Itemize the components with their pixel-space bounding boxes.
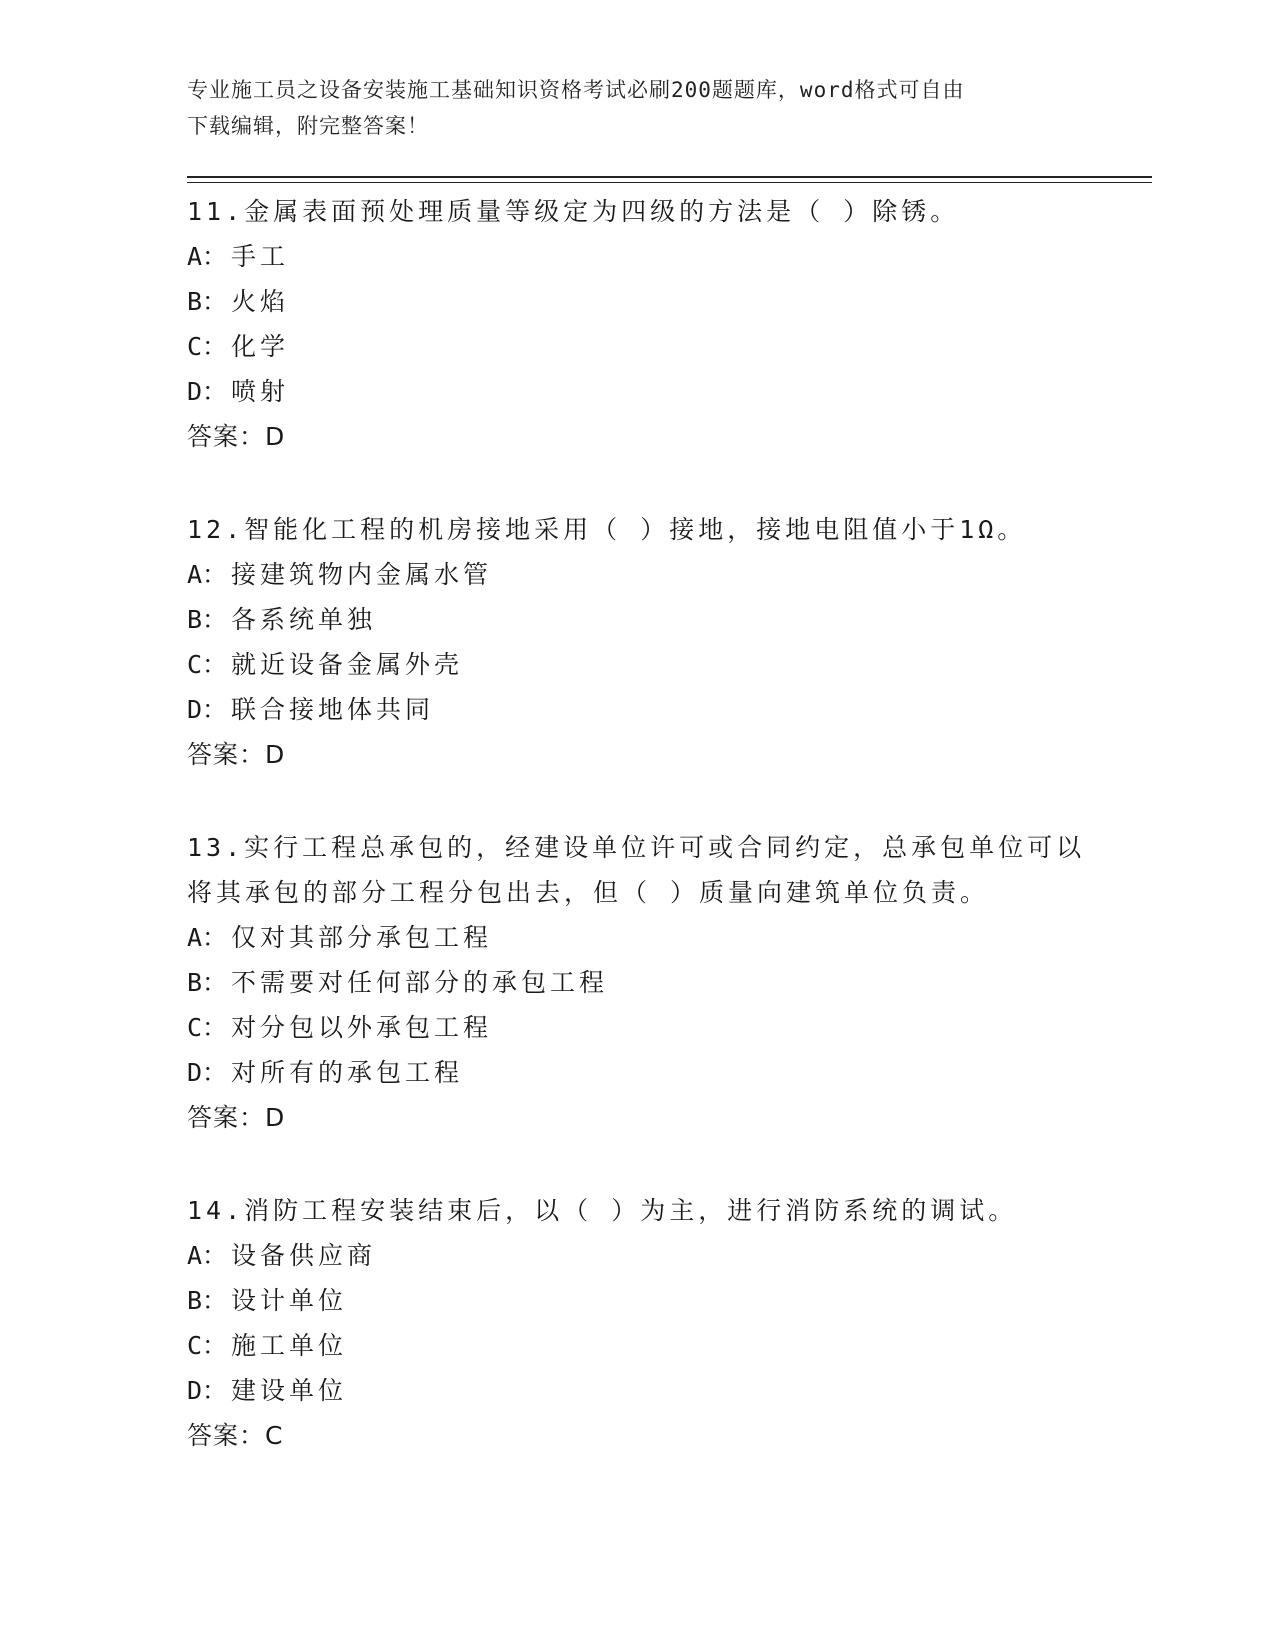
option-c [187, 1323, 1087, 1368]
option-d [187, 1368, 1087, 1413]
option-text: 接建筑物内金属水管 [231, 560, 493, 589]
option-key: A： [187, 242, 228, 271]
option-c [187, 1005, 1087, 1050]
option-key: A： [187, 923, 228, 952]
question-stem-line: 11.金属表面预处理质量等级定为四级的方法是（ ）除锈。 [187, 197, 960, 226]
option-text: 各系统单独 [231, 605, 377, 634]
option-key: A： [187, 1241, 228, 1270]
option-text: 对所有的承包工程 [231, 1058, 464, 1087]
option-a [187, 234, 1087, 279]
option-key: C： [187, 1013, 228, 1042]
answer-line: 答案：D [187, 740, 286, 769]
option-text: 手工 [231, 242, 290, 271]
option-key: D： [187, 1058, 228, 1087]
option-text: 联合接地体共同 [231, 695, 435, 724]
question-block [187, 825, 1087, 1140]
header-divider-thin [187, 182, 1152, 183]
question-block [187, 189, 1087, 459]
option-key: D： [187, 1376, 228, 1405]
option-b [187, 279, 1087, 324]
answer-line: 答案：D [187, 1103, 286, 1132]
option-key: C： [187, 650, 228, 679]
question-stem [187, 1188, 1087, 1233]
option-text: 设备供应商 [231, 1241, 377, 1270]
option-text: 化学 [231, 332, 290, 361]
answer-line: 答案：C [187, 1421, 284, 1450]
header-line-2: 下载编辑，附完整答案！ [187, 114, 429, 138]
option-d [187, 1050, 1087, 1095]
option-b [187, 597, 1087, 642]
option-key: D： [187, 377, 228, 406]
header-divider [187, 176, 1152, 178]
option-d [187, 369, 1087, 414]
option-key: B： [187, 605, 228, 634]
answer-line: 答案：D [187, 422, 286, 451]
option-text: 对分包以外承包工程 [231, 1013, 493, 1042]
option-key: D： [187, 695, 228, 724]
option-c [187, 642, 1087, 687]
option-key: C： [187, 332, 228, 361]
question-stem [187, 189, 1087, 234]
option-a [187, 552, 1087, 597]
option-text: 喷射 [231, 377, 290, 406]
option-key: B： [187, 1286, 228, 1315]
option-text: 设计单位 [231, 1286, 348, 1315]
option-text: 就近设备金属外壳 [231, 650, 464, 679]
option-b [187, 960, 1087, 1005]
header-line-1: 专业施工员之设备安装施工基础知识资格考试必刷200题题库，word格式可自由 [187, 78, 965, 102]
option-d [187, 687, 1087, 732]
option-a [187, 915, 1087, 960]
question-stem-line: 13.实行工程总承包的，经建设单位许可或合同约定，总承包单位可以 [187, 833, 1086, 862]
option-key: A： [187, 560, 228, 589]
question-stem [187, 825, 1087, 915]
option-c [187, 324, 1087, 369]
option-text: 火焰 [231, 287, 290, 316]
option-b [187, 1278, 1087, 1323]
option-text: 施工单位 [231, 1331, 348, 1360]
question-stem-line: 14.消防工程安装结束后，以（ ）为主，进行消防系统的调试。 [187, 1196, 1018, 1225]
option-key: B： [187, 968, 228, 997]
question-stem-line: 12.智能化工程的机房接地采用（ ）接地，接地电阻值小于1Ω。 [187, 515, 1027, 544]
option-key: B： [187, 287, 228, 316]
question-block [187, 507, 1087, 777]
option-a [187, 1233, 1087, 1278]
question-block [187, 1188, 1087, 1458]
option-text: 仅对其部分承包工程 [231, 923, 493, 952]
question-stem [187, 507, 1087, 552]
option-text: 不需要对任何部分的承包工程 [231, 968, 609, 997]
option-key: C： [187, 1331, 228, 1360]
document-header [187, 72, 1067, 144]
option-text: 建设单位 [231, 1376, 348, 1405]
question-stem-line: 将其承包的部分工程分包出去，但（ ）质量向建筑单位负责。 [187, 878, 990, 907]
